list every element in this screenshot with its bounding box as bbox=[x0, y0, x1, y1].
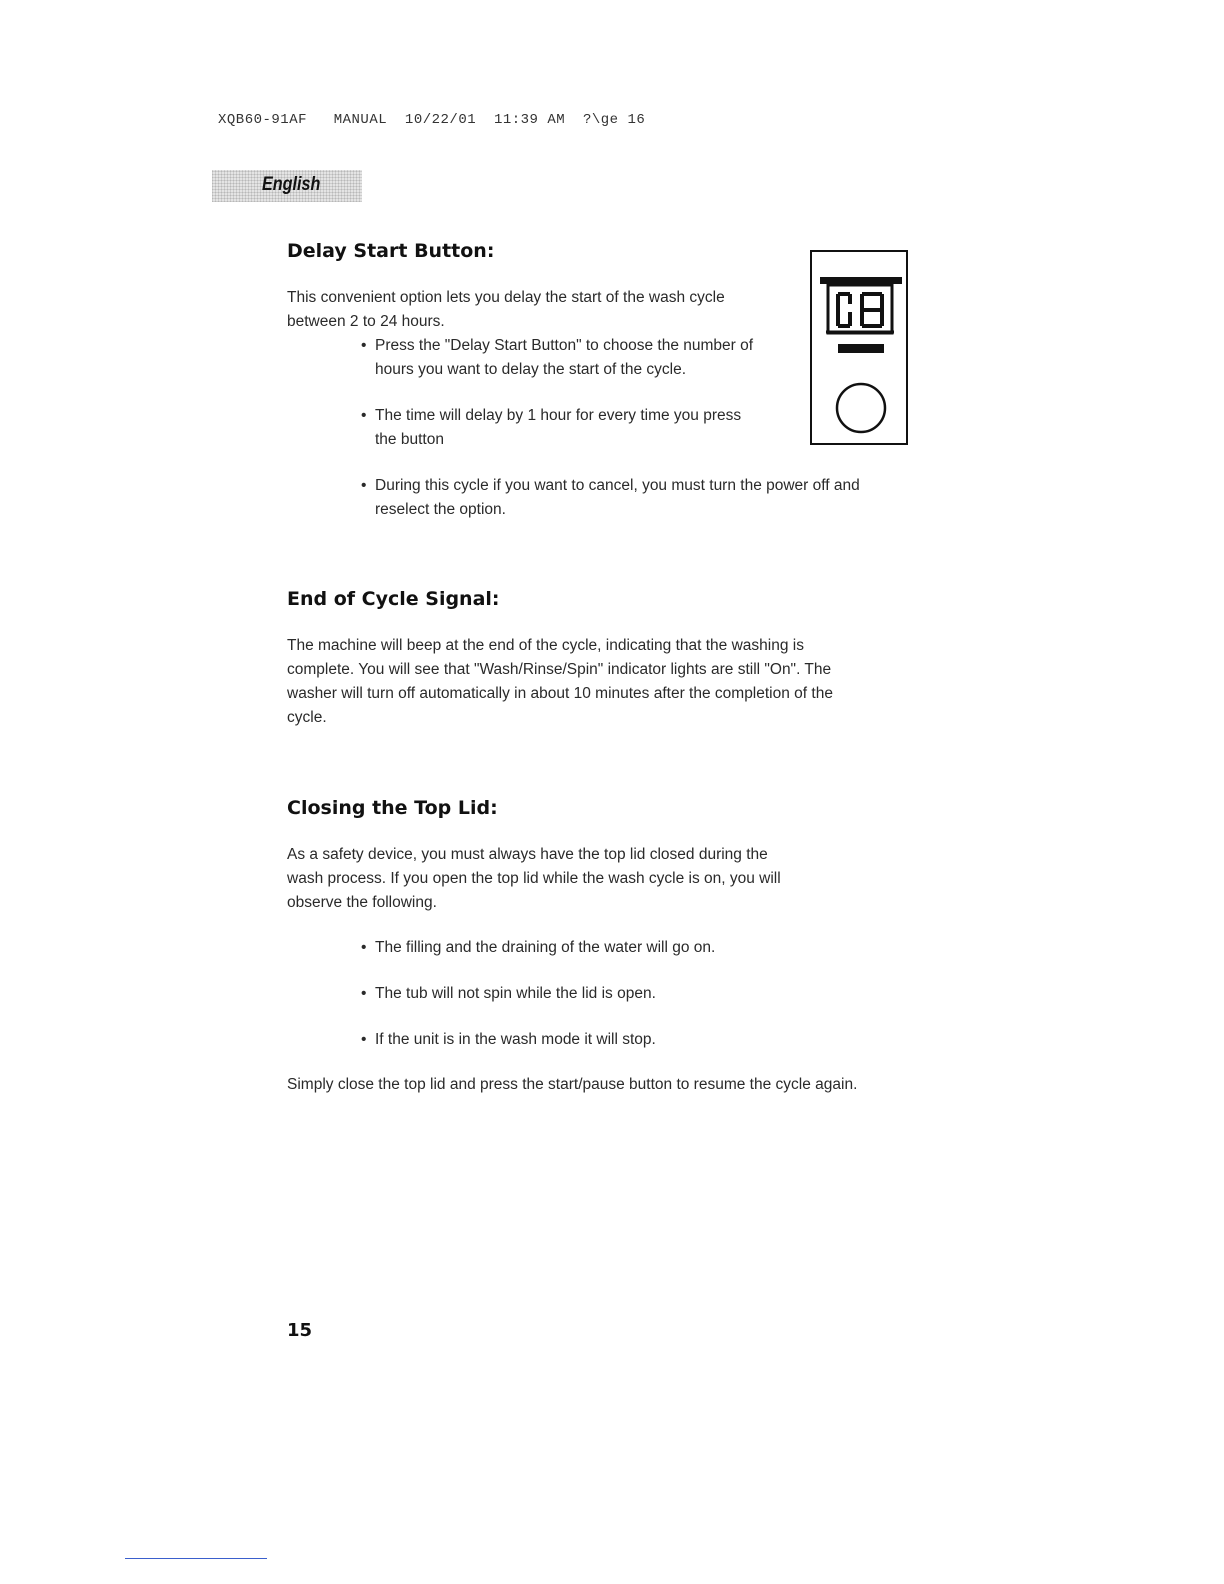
delay-start-heading: Delay Start Button: bbox=[287, 240, 495, 262]
closing-lid-line-1: As a safety device, you must always have the top lid closed during the bbox=[287, 846, 768, 863]
panel-top-label-bar bbox=[820, 277, 902, 284]
bullet-line: • Press the "Delay Start Button" to choose the number of bbox=[375, 337, 754, 354]
display-digits-icon bbox=[838, 294, 882, 326]
end-of-cycle-line-2: complete. You will see that "Wash/Rinse/Spin" indicator lights are still "On". The bbox=[287, 661, 832, 678]
page-number: 15 bbox=[287, 1320, 313, 1341]
delay-start-intro-line-1: This convenient option lets you delay the start of the wash cycle bbox=[287, 289, 725, 306]
closing-lid-bullet-2 bbox=[361, 982, 656, 1006]
panel-drawing bbox=[812, 252, 910, 447]
fax-header-line: XQB60-91AF MANUAL 10/22/01 11:39 AM ?\ge 16 bbox=[218, 112, 646, 128]
closing-lid-line-2: wash process. If you open the top lid while the wash cycle is on, you will bbox=[287, 870, 781, 887]
delay-start-bullet-3 bbox=[361, 474, 860, 522]
end-of-cycle-heading: End of Cycle Signal: bbox=[287, 588, 500, 610]
timer-label-icon bbox=[838, 344, 884, 353]
closing-lid-line-3: observe the following. bbox=[287, 894, 437, 911]
bullet-line: • The time will delay by 1 hour for every time you press bbox=[375, 407, 742, 424]
language-tab-label: English bbox=[262, 174, 321, 195]
end-of-cycle-line-4: cycle. bbox=[287, 709, 327, 726]
delay-start-button-icon bbox=[837, 384, 885, 432]
closing-lid-bullet-3 bbox=[361, 1028, 656, 1052]
end-of-cycle-line-3: washer will turn off automatically in about 10 minutes after the completion of the bbox=[287, 685, 833, 702]
end-of-cycle-line-1: The machine will beep at the end of the cycle, indicating that the washing is bbox=[287, 637, 804, 654]
delay-start-bullet-1 bbox=[361, 334, 753, 382]
closing-lid-heading: Closing the Top Lid: bbox=[287, 797, 498, 819]
bullet-line: • The filling and the draining of the water will go on. bbox=[375, 939, 716, 956]
bullet-line: the button bbox=[375, 431, 444, 448]
closing-lid-bullet-1 bbox=[361, 936, 715, 960]
language-tab bbox=[212, 170, 362, 202]
bullet-line: hours you want to delay the start of the cycle. bbox=[375, 361, 687, 378]
bullet-line: • The tub will not spin while the lid is open. bbox=[375, 985, 656, 1002]
footer-rule bbox=[125, 1558, 267, 1559]
bullet-line: reselect the option. bbox=[375, 501, 506, 518]
closing-lid-final-line: Simply close the top lid and press the start/pause button to resume the cycle again. bbox=[287, 1076, 858, 1093]
bullet-line: • During this cycle if you want to cancel, you must turn the power off and bbox=[375, 477, 860, 494]
bullet-line: • If the unit is in the wash mode it will stop. bbox=[375, 1031, 656, 1048]
delay-start-bullet-2 bbox=[361, 404, 741, 452]
delay-start-panel-illustration bbox=[810, 250, 908, 445]
delay-start-intro-line-2: between 2 to 24 hours. bbox=[287, 313, 445, 330]
